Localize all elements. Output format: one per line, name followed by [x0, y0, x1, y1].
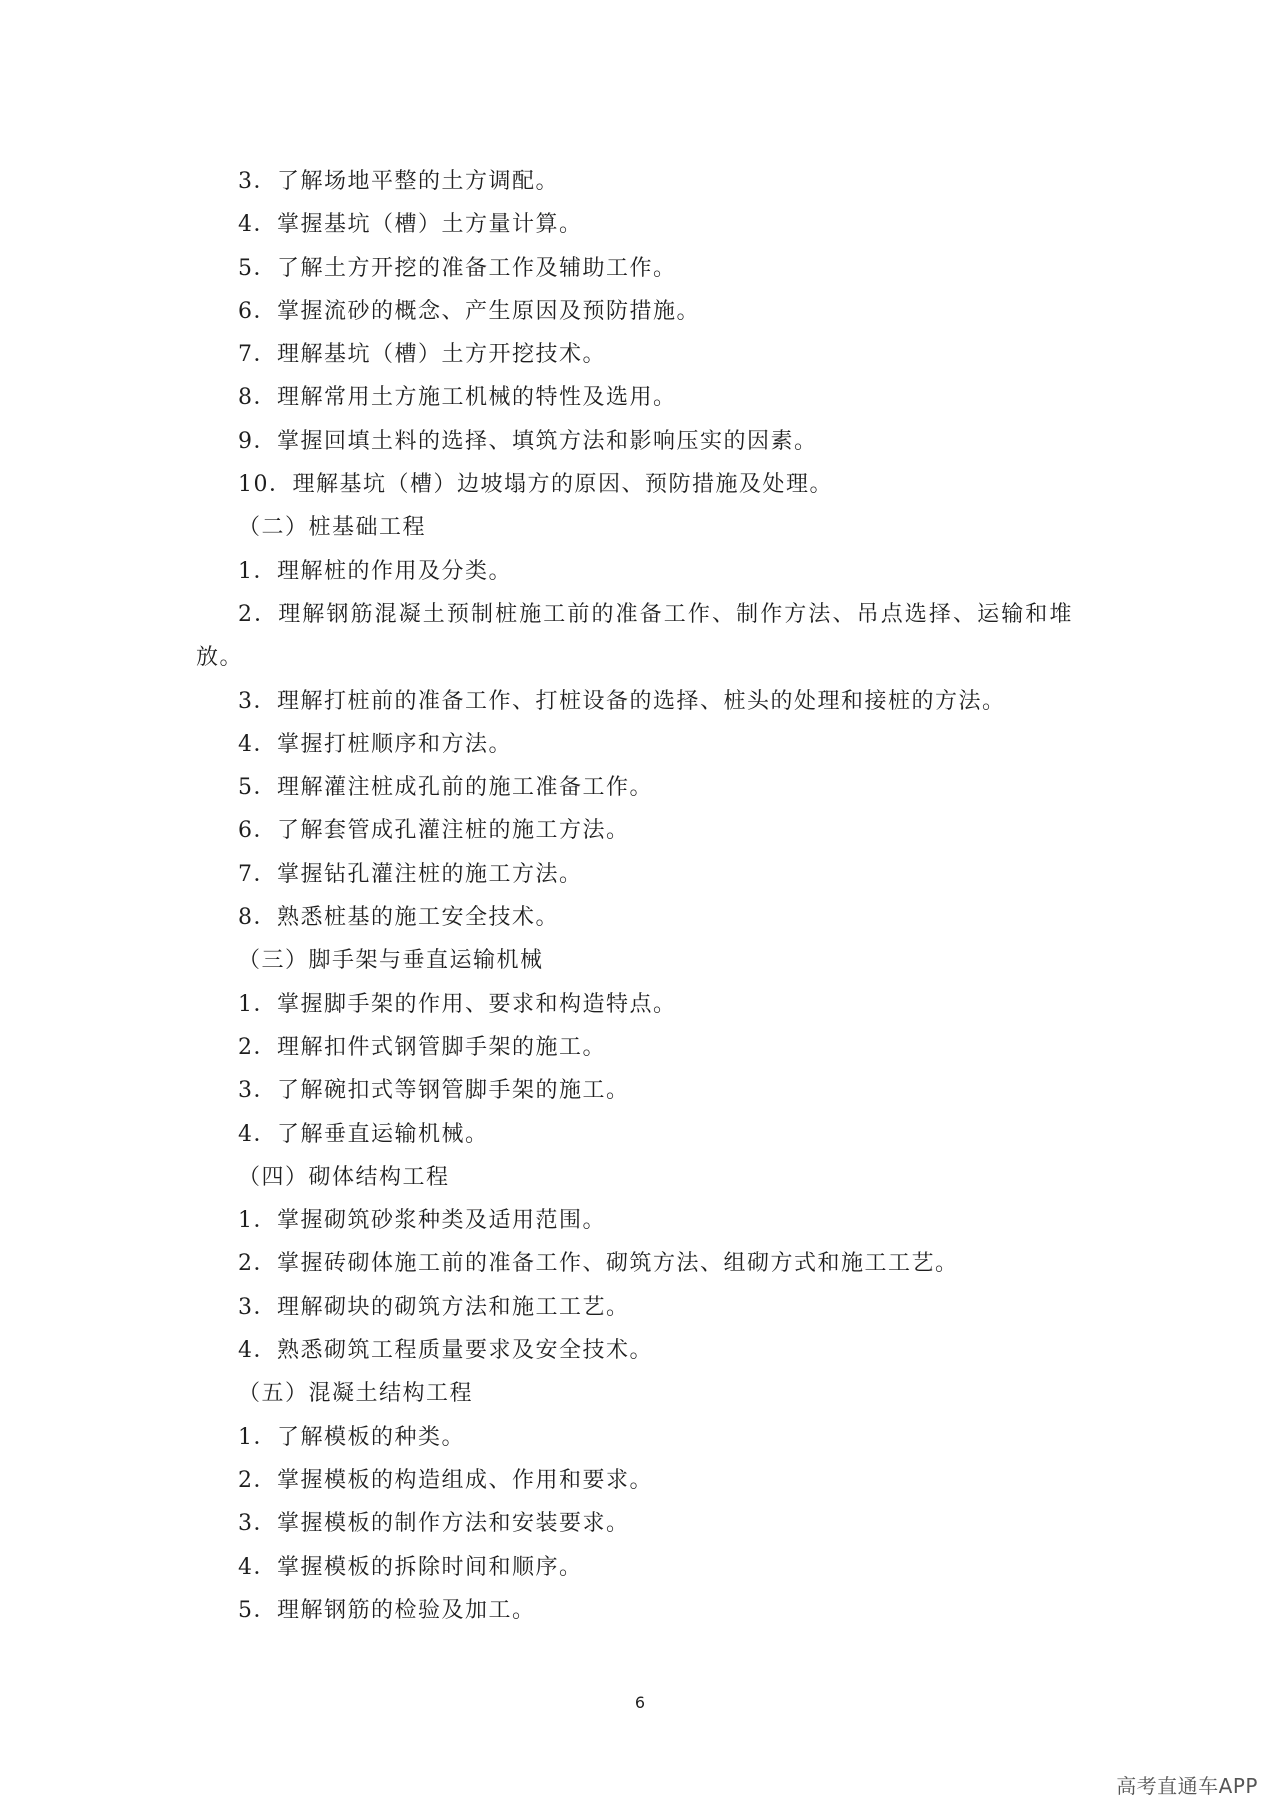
document-body [196, 160, 1096, 1632]
text-line: 10．理解基坑（槽）边坡塌方的原因、预防措施及处理。 [238, 472, 833, 498]
text-line: 8．理解常用土方施工机械的特性及选用。 [238, 385, 677, 411]
text-line: 3．理解砌块的砌筑方法和施工工艺。 [238, 1294, 630, 1320]
text-line: 3．了解场地平整的土方调配。 [238, 169, 559, 194]
text-line: 4．掌握模板的拆除时间和顺序。 [238, 1554, 583, 1580]
section-heading: （五）混凝土结构工程 [238, 1381, 474, 1407]
text-line: 2．掌握模板的构造组成、作用和要求。 [238, 1467, 653, 1493]
text-line-continuation: 放。 [196, 645, 244, 671]
text-line: 3．掌握模板的制作方法和安装要求。 [238, 1511, 630, 1537]
text-line: 2．掌握砖砌体施工前的准备工作、砌筑方法、组砌方式和施工工艺。 [238, 1251, 959, 1277]
text-line: 2．理解钢筋混凝土预制桩施工前的准备工作、制作方法、吊点选择、运输和堆 [238, 601, 1074, 627]
text-line: 7．掌握钻孔灌注桩的施工方法。 [238, 861, 583, 887]
text-line: 4．掌握打桩顺序和方法。 [238, 731, 512, 757]
text-line: 7．理解基坑（槽）土方开挖技术。 [238, 342, 606, 368]
section-heading: （三）脚手架与垂直运输机械 [238, 948, 544, 974]
watermark: 高考直通车APP [1116, 1774, 1258, 1798]
text-line: 5．理解灌注桩成孔前的施工准备工作。 [238, 775, 653, 801]
text-line: 1．了解模板的种类。 [238, 1424, 465, 1450]
section-heading: （二）桩基础工程 [238, 515, 427, 541]
text-line: 6．掌握流砂的概念、产生原因及预防措施。 [238, 298, 700, 324]
text-line: 4．掌握基坑（槽）土方量计算。 [238, 212, 583, 238]
text-line: 4．熟悉砌筑工程质量要求及安全技术。 [238, 1338, 653, 1364]
text-line: 2．理解扣件式钢管脚手架的施工。 [238, 1034, 606, 1060]
page-number: 6 [634, 1693, 646, 1712]
text-line: 3．理解打桩前的准备工作、打桩设备的选择、桩头的处理和接桩的方法。 [238, 688, 1006, 714]
text-line: 5．理解钢筋的检验及加工。 [238, 1597, 536, 1623]
text-line: 1．理解桩的作用及分类。 [238, 558, 512, 584]
text-line: 9．掌握回填土料的选择、填筑方法和影响压实的因素。 [238, 428, 818, 454]
text-line: 8．熟悉桩基的施工安全技术。 [238, 905, 559, 931]
text-line: 3．了解碗扣式等钢管脚手架的施工。 [238, 1078, 630, 1104]
text-line: 5．了解土方开挖的准备工作及辅助工作。 [238, 255, 677, 281]
text-line: 1．掌握砌筑砂浆种类及适用范围。 [238, 1208, 606, 1234]
text-line: 6．了解套管成孔灌注桩的施工方法。 [238, 818, 630, 844]
text-line: 4．了解垂直运输机械。 [238, 1121, 489, 1147]
text-line: 1．掌握脚手架的作用、要求和构造特点。 [238, 991, 677, 1017]
section-heading: （四）砌体结构工程 [238, 1164, 450, 1190]
